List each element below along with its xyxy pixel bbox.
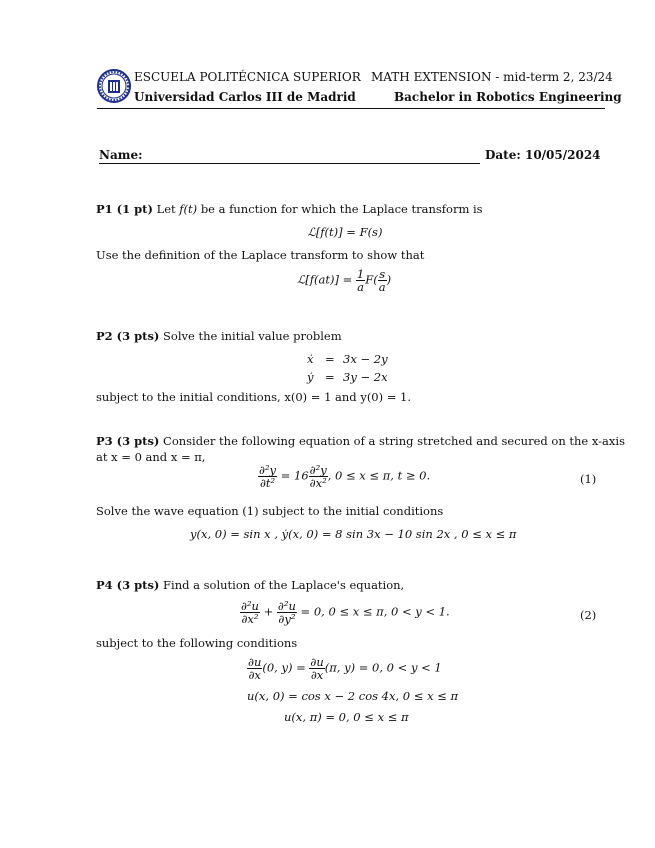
p3-statement <box>96 434 625 448</box>
p1-text-pre: Let <box>156 202 176 216</box>
p1-equation-2 <box>297 268 391 293</box>
p2-sys-lhs-1: ẋ <box>307 352 314 366</box>
p4-text: Find a solution of the Laplace's equation, <box>163 578 405 592</box>
p2-sys-eq-1: = <box>325 352 335 366</box>
p2-sys-rhs-1: 3x − 2y <box>343 352 388 366</box>
p2-sys-lhs-2: ẏ <box>307 370 314 384</box>
p1-eq2-close: ) <box>386 272 392 287</box>
p4-text-2: subject to the following conditions <box>96 636 298 650</box>
p3-wave-equation: $\frac{\text{∂²y}}{\text{∂t²}}$ = 16 $\frac{\text{∂²y}}{\text{∂x²}}$ , 0 ≤ x ≤ π, t ≥ 0. <box>259 463 431 490</box>
p3-text-2: at x = 0 and x = π, <box>96 450 206 464</box>
name-underline[interactable] <box>99 163 480 164</box>
p1-eq2-inner-fraction: $\frac{s}{a}$ <box>378 267 386 294</box>
p3-frac-1: $\frac{\text{∂²y}}{\text{∂t²}}$ <box>259 463 277 490</box>
p3-text-1: Consider the following equation of a string stretched and secured on the x-axis <box>163 434 625 448</box>
university-name: Universidad Carlos III de Madrid <box>134 90 356 104</box>
p4-statement <box>96 578 404 592</box>
p3-initial-conditions: y(x, 0) = sin x , ẏ(x, 0) = 8 sin 3x − 10 sin 2x , 0 ≤ x ≤ π <box>190 527 517 541</box>
p4-boundary-2: u(x, 0) = cos x − 2 cos 4x, 0 ≤ x ≤ π <box>247 689 459 703</box>
p1-eq2-lhs: ℒ[f(at)] = <box>297 272 353 287</box>
program-name: Bachelor in Robotics Engineering <box>394 90 622 104</box>
p1-text-post: be a function for which the Laplace transform is <box>200 202 483 216</box>
p1-equation-1: ℒ[f(t)] = F(s) <box>307 225 383 239</box>
p3-text-3: Solve the wave equation (1) subject to the initial conditions <box>96 504 444 518</box>
p2-sys-rhs-2: 3y − 2x <box>343 370 388 384</box>
p1-eq2-fraction: $\frac{1}{a}$ <box>356 267 365 294</box>
eq-number-2: (2) <box>580 608 597 622</box>
p3-frac-2: $\frac{\text{∂²y}}{\text{∂x²}}$ <box>309 463 327 490</box>
p4-boundary-1: $\frac{\partial u}{\partial x}$ (0, y) = $\frac{\partial u}{\partial x}$ (π, y) = 0, 0 < y < 1 <box>248 655 442 682</box>
p3-label: P3 (3 pts) <box>96 434 160 448</box>
p4-frac-1: $\frac{\text{∂²u}}{\text{∂x²}}$ <box>241 599 259 626</box>
exam-date: Date: 10/05/2024 <box>485 148 601 162</box>
p2-conditions: subject to the initial conditions, x(0) = 1 and y(0) = 1. <box>96 390 412 404</box>
p1-statement <box>96 202 483 216</box>
p2-label: P2 (3 pts) <box>96 329 160 343</box>
school-name: ESCUELA POLITÉCNICA SUPERIOR <box>134 70 361 84</box>
p4-bc1-frac-b: $\frac{\partial u}{\partial x}$ <box>310 655 324 682</box>
p4-label: P4 (3 pts) <box>96 578 160 592</box>
p1-text-2: Use the definition of the Laplace transform to show that <box>96 248 425 262</box>
p2-sys-eq-2: = <box>325 370 335 384</box>
p4-boundary-3: u(x, π) = 0, 0 ≤ x ≤ π <box>284 710 409 724</box>
header-rule <box>97 108 605 109</box>
course-title: MATH EXTENSION - mid-term 2, 23/24 <box>371 70 613 84</box>
p4-bc1-frac-a: $\frac{\partial u}{\partial x}$ <box>248 655 262 682</box>
p1-eq2-F: F( <box>365 272 378 287</box>
p2-text: Solve the initial value problem <box>163 329 342 343</box>
p4-frac-2: $\frac{\text{∂²u}}{\text{∂y²}}$ <box>277 599 296 626</box>
university-seal-icon <box>97 69 131 103</box>
p2-statement <box>96 329 342 343</box>
p1-func: f(t) <box>179 202 198 216</box>
p4-laplace-equation: $\frac{\text{∂²u}}{\text{∂x²}}$ + $\frac{\text{∂²u}}{\text{∂y²}}$ = 0, 0 ≤ x ≤ π, 0 < y < 1. <box>241 599 450 626</box>
p1-label: P1 (1 pt) <box>96 202 153 216</box>
eq-number-1: (1) <box>580 472 597 486</box>
name-label: Name: <box>99 148 143 162</box>
